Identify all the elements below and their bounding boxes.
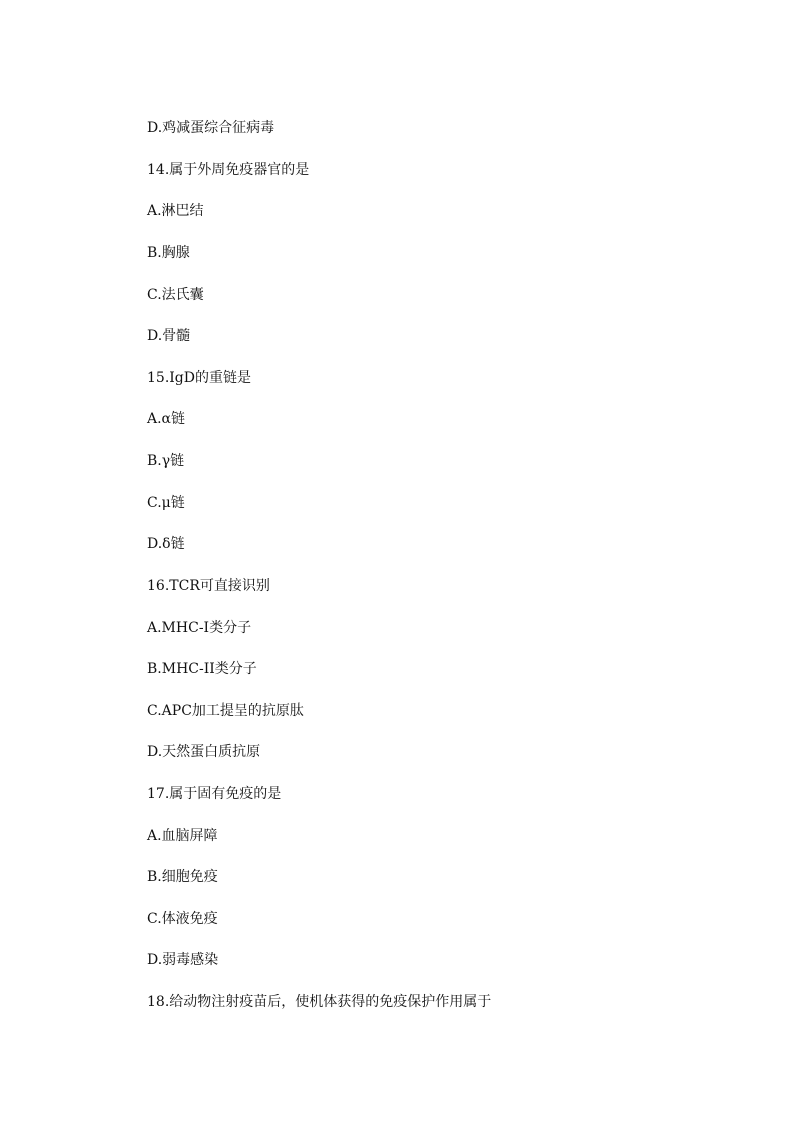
question-16: 16.TCR可直接识别 xyxy=(147,578,270,594)
option-a-q17: A.血脑屏障 xyxy=(147,828,218,844)
option-b-q14: B.胸腺 xyxy=(147,245,190,261)
option-b-q15: B.γ链 xyxy=(147,453,185,469)
option-b-q16: B.MHC-II类分子 xyxy=(147,661,257,677)
question-18: 18.给动物注射疫苗后，使机体获得的免疫保护作用属于 xyxy=(147,994,492,1010)
question-14: 14.属于外周免疫器官的是 xyxy=(147,162,310,178)
option-a-q15: A.α链 xyxy=(147,411,186,427)
option-d-q13: D.鸡减蛋综合征病毒 xyxy=(147,120,275,136)
option-b-q17: B.细胞免疫 xyxy=(147,869,218,885)
option-a-q16: A.MHC-I类分子 xyxy=(147,620,252,636)
option-d-q15: D.δ链 xyxy=(147,536,185,552)
option-d-q16: D.天然蛋白质抗原 xyxy=(147,744,261,760)
option-d-q14: D.骨髓 xyxy=(147,328,191,344)
option-c-q14: C.法氏囊 xyxy=(147,287,204,303)
option-c-q15: C.μ链 xyxy=(147,495,185,511)
question-15: 15.IgD的重链是 xyxy=(147,370,251,386)
option-d-q17: D.弱毒感染 xyxy=(147,952,219,968)
option-a-q14: A.淋巴结 xyxy=(147,203,204,219)
option-c-q17: C.体液免疫 xyxy=(147,911,218,927)
option-c-q16: C.APC加工提呈的抗原肽 xyxy=(147,703,304,719)
question-17: 17.属于固有免疫的是 xyxy=(147,786,282,802)
